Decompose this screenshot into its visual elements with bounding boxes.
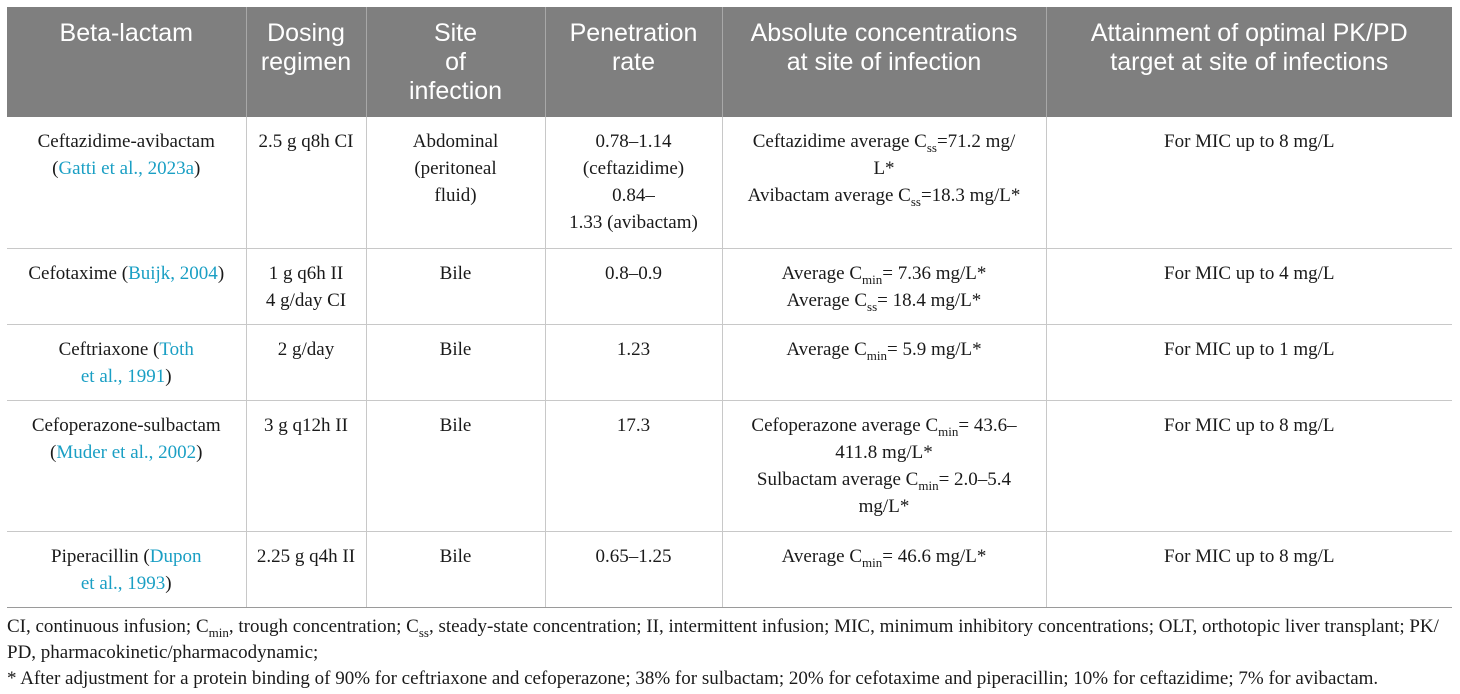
header-beta-lactam: Beta-lactam xyxy=(7,7,246,117)
cell-drug: Piperacillin (Dupon et al., 1993) xyxy=(7,531,246,607)
cell-dosing: 1 g q6h II 4 g/day CI xyxy=(246,248,366,324)
cell-dosing: 2 g/day xyxy=(246,324,366,400)
cell-site: Bile xyxy=(366,248,545,324)
cell-site: Abdominal (peritoneal fluid) xyxy=(366,117,545,248)
citation-link[interactable]: et al., 1991 xyxy=(80,365,166,387)
table-row xyxy=(7,531,1452,607)
cell-penetration: 0.65–1.25 xyxy=(545,531,722,607)
cell-drug: Cefotaxime (Buijk, 2004) xyxy=(7,248,246,324)
header-penetration-rate: Penetration rate xyxy=(545,7,722,117)
header-target-attainment: Attainment of optimal PK/PD target at site of infections xyxy=(1046,7,1452,117)
cell-penetration: 1.23 xyxy=(545,324,722,400)
cell-penetration: 0.8–0.9 xyxy=(545,248,722,324)
cell-penetration: 17.3 xyxy=(545,400,722,531)
table-row xyxy=(7,248,1452,324)
cell-site: Bile xyxy=(366,400,545,531)
cell-dosing: 2.5 g q8h CI xyxy=(246,117,366,248)
citation-link[interactable]: Buijk, 2004 xyxy=(128,262,218,284)
table-row xyxy=(7,117,1452,248)
table-row xyxy=(7,324,1452,400)
cell-target: For MIC up to 8 mg/L xyxy=(1046,400,1452,531)
footnote-abbreviations-cont: PD, pharmacokinetic/pharmacodynamic; xyxy=(7,642,319,663)
citation-link[interactable]: Toth xyxy=(159,338,194,360)
cell-concentration: Average $C_{min}= 46.6$ mg/L* xyxy=(722,531,1046,607)
footnote-abbreviations: CI, continuous infusion; $C_{min}$, trough concentration; $C_{ss}$, steady-state concentration; II, intermittent infusion; MIC, minimum inhibitory concentrations; OLT, orthotopic liver transplant; PK/ xyxy=(7,616,1439,640)
header-row xyxy=(7,7,1452,117)
header-absolute-concentrations: Absolute concentrations at site of infection xyxy=(722,7,1046,117)
cell-dosing: 2.25 g q4h II xyxy=(246,531,366,607)
cell-target: For MIC up to 4 mg/L xyxy=(1046,248,1452,324)
cell-target: For MIC up to 1 mg/L xyxy=(1046,324,1452,400)
cell-concentration: Average $C_{min}= 7.36$ mg/L* Average $C_{ss}= 18.4$ mg/L* xyxy=(722,248,1046,324)
cell-penetration: 0.78–1.14 (ceftazidime) 0.84– 1.33 (avibactam) xyxy=(545,117,722,248)
cell-drug: Cefoperazone-sulbactam (Muder et al., 2002) xyxy=(7,400,246,531)
pk-table xyxy=(7,7,1452,608)
cell-site: Bile xyxy=(366,324,545,400)
citation-link[interactable]: Dupon xyxy=(149,545,202,567)
cell-dosing: 3 g q12h II xyxy=(246,400,366,531)
table-row xyxy=(7,400,1452,531)
header-site-of-infection: Site of infection xyxy=(366,7,545,117)
footnote-protein-binding: * After adjustment for a protein binding of 90% for ceftriaxone and cefoperazone; 38% for sulbactam; 20% for cefotaxime and piperacillin; 10% for ceftazidime; 7% for avibactam. xyxy=(7,668,1379,689)
cell-concentration: Average $C_{min}= 5.9$ mg/L* xyxy=(722,324,1046,400)
cell-target: For MIC up to 8 mg/L xyxy=(1046,531,1452,607)
cell-concentration: Cefoperazone average $C_{min}= 43.6-$ 411.8 mg/L* Sulbactam average $C_{min}= 2.0-5.4$ mg/L* xyxy=(722,400,1046,531)
header-dosing-regimen: Dosing regimen xyxy=(246,7,366,117)
cell-target: For MIC up to 8 mg/L xyxy=(1046,117,1452,248)
citation-link[interactable]: Muder et al., 2002 xyxy=(56,441,197,463)
cell-drug: Ceftriaxone (Toth et al., 1991) xyxy=(7,324,246,400)
cell-site: Bile xyxy=(366,531,545,607)
citation-link[interactable]: Gatti et al., 2023a xyxy=(58,158,195,179)
table-footnotes xyxy=(7,614,1452,692)
citation-link[interactable]: et al., 1993 xyxy=(80,572,166,594)
cell-drug: Ceftazidime-avibactam (Gatti et al., 2023a) xyxy=(7,117,246,248)
cell-concentration: Ceftazidime average $C_{ss}=71.2$ mg/ L* Avibactam average $C_{ss}=18.3$ mg/L* xyxy=(722,117,1046,248)
